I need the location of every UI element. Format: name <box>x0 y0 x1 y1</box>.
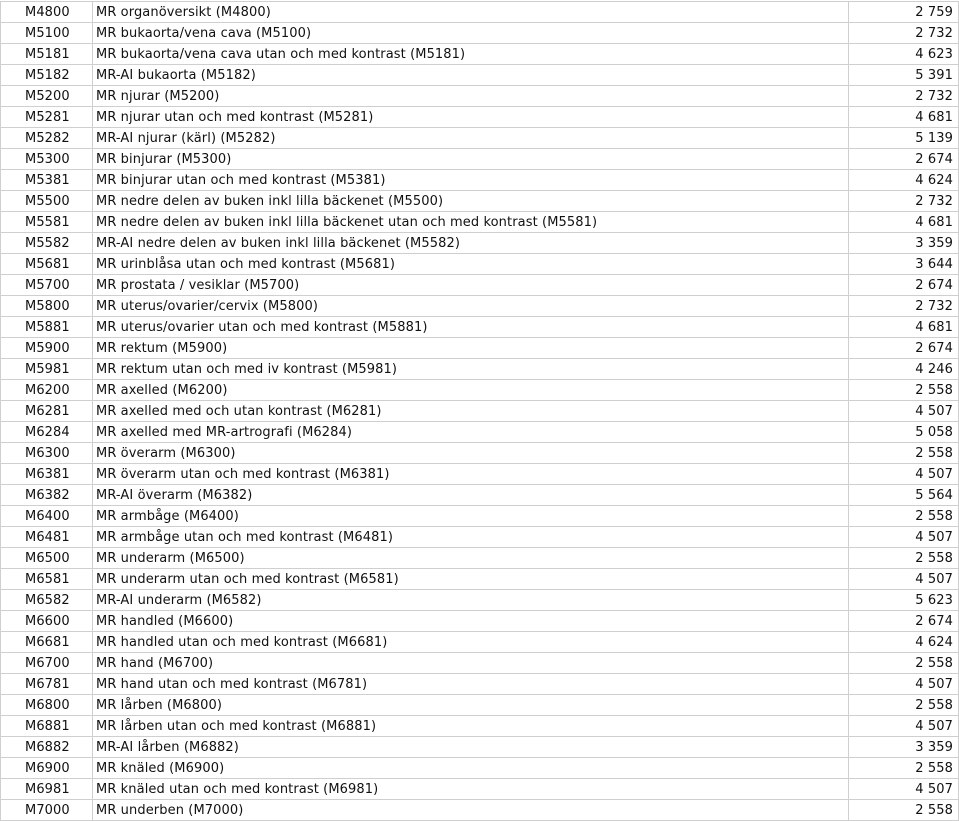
exam-code: M7000 <box>1 800 93 821</box>
exam-price: 5 391 <box>849 65 959 86</box>
exam-description: MR lårben utan och med kontrast (M6881) <box>93 716 849 737</box>
exam-description: MR armbåge utan och med kontrast (M6481) <box>93 527 849 548</box>
exam-description: MR prostata / vesiklar (M5700) <box>93 275 849 296</box>
exam-price: 2 558 <box>849 653 959 674</box>
exam-description: MR underben (M7000) <box>93 800 849 821</box>
exam-description: MR nedre delen av buken inkl lilla bäckenet utan och med kontrast (M5581) <box>93 212 849 233</box>
exam-description: MR-AI bukaorta (M5182) <box>93 65 849 86</box>
exam-code: M5681 <box>1 254 93 275</box>
exam-price: 5 139 <box>849 128 959 149</box>
price-list-body <box>1 2 959 821</box>
table-row <box>1 338 959 359</box>
exam-price: 2 558 <box>849 548 959 569</box>
exam-description: MR knäled utan och med kontrast (M6981) <box>93 779 849 800</box>
exam-code: M5182 <box>1 65 93 86</box>
exam-description: MR hand utan och med kontrast (M6781) <box>93 674 849 695</box>
exam-description: MR-AI överarm (M6382) <box>93 485 849 506</box>
table-row <box>1 317 959 338</box>
exam-price: 2 674 <box>849 275 959 296</box>
table-row <box>1 569 959 590</box>
table-row <box>1 65 959 86</box>
exam-price: 4 681 <box>849 212 959 233</box>
table-row <box>1 590 959 611</box>
exam-price: 4 681 <box>849 317 959 338</box>
exam-code: M5581 <box>1 212 93 233</box>
exam-price: 2 759 <box>849 2 959 23</box>
exam-price: 4 246 <box>849 359 959 380</box>
exam-code: M5981 <box>1 359 93 380</box>
exam-price: 4 507 <box>849 569 959 590</box>
table-row <box>1 44 959 65</box>
exam-code: M6381 <box>1 464 93 485</box>
table-row <box>1 191 959 212</box>
table-row <box>1 611 959 632</box>
exam-price: 2 674 <box>849 149 959 170</box>
exam-code: M5900 <box>1 338 93 359</box>
table-row <box>1 443 959 464</box>
table-row <box>1 149 959 170</box>
exam-price: 4 507 <box>849 716 959 737</box>
exam-price: 2 732 <box>849 296 959 317</box>
table-row <box>1 23 959 44</box>
exam-description: MR bukaorta/vena cava utan och med kontrast (M5181) <box>93 44 849 65</box>
exam-description: MR-AI njurar (kärl) (M5282) <box>93 128 849 149</box>
table-row <box>1 359 959 380</box>
exam-code: M6981 <box>1 779 93 800</box>
exam-price: 2 674 <box>849 611 959 632</box>
exam-code: M5381 <box>1 170 93 191</box>
exam-description: MR njurar utan och med kontrast (M5281) <box>93 107 849 128</box>
exam-description: MR binjurar utan och med kontrast (M5381) <box>93 170 849 191</box>
exam-price: 4 507 <box>849 464 959 485</box>
exam-price: 5 564 <box>849 485 959 506</box>
exam-description: MR rektum utan och med iv kontrast (M5981) <box>93 359 849 380</box>
exam-description: MR armbåge (M6400) <box>93 506 849 527</box>
exam-code: M5100 <box>1 23 93 44</box>
table-row <box>1 779 959 800</box>
exam-code: M6400 <box>1 506 93 527</box>
table-row <box>1 107 959 128</box>
exam-description: MR uterus/ovarier/cervix (M5800) <box>93 296 849 317</box>
exam-price: 3 644 <box>849 254 959 275</box>
table-row <box>1 422 959 443</box>
exam-code: M6281 <box>1 401 93 422</box>
table-row <box>1 275 959 296</box>
exam-price: 4 623 <box>849 44 959 65</box>
exam-description: MR rektum (M5900) <box>93 338 849 359</box>
exam-code: M5800 <box>1 296 93 317</box>
table-row <box>1 401 959 422</box>
exam-description: MR binjurar (M5300) <box>93 149 849 170</box>
exam-code: M5582 <box>1 233 93 254</box>
table-row <box>1 380 959 401</box>
exam-price: 5 623 <box>849 590 959 611</box>
exam-description: MR hand (M6700) <box>93 653 849 674</box>
table-row <box>1 506 959 527</box>
table-row <box>1 758 959 779</box>
exam-code: M6800 <box>1 695 93 716</box>
table-row <box>1 548 959 569</box>
table-row <box>1 464 959 485</box>
exam-code: M5300 <box>1 149 93 170</box>
price-list-table <box>0 1 959 821</box>
table-row <box>1 695 959 716</box>
exam-description: MR underarm utan och med kontrast (M6581) <box>93 569 849 590</box>
exam-description: MR axelled med MR-artrografi (M6284) <box>93 422 849 443</box>
exam-code: M6881 <box>1 716 93 737</box>
exam-price: 3 359 <box>849 737 959 758</box>
table-row <box>1 485 959 506</box>
exam-price: 2 674 <box>849 338 959 359</box>
table-row <box>1 128 959 149</box>
exam-code: M6500 <box>1 548 93 569</box>
exam-price: 3 359 <box>849 233 959 254</box>
exam-price: 4 507 <box>849 674 959 695</box>
exam-description: MR organöversikt (M4800) <box>93 2 849 23</box>
exam-price: 4 507 <box>849 779 959 800</box>
exam-description: MR urinblåsa utan och med kontrast (M5681) <box>93 254 849 275</box>
exam-code: M6900 <box>1 758 93 779</box>
exam-code: M5500 <box>1 191 93 212</box>
exam-code: M5282 <box>1 128 93 149</box>
exam-description: MR axelled med och utan kontrast (M6281) <box>93 401 849 422</box>
exam-price: 4 624 <box>849 632 959 653</box>
exam-code: M6481 <box>1 527 93 548</box>
exam-description: MR handled utan och med kontrast (M6681) <box>93 632 849 653</box>
exam-description: MR lårben (M6800) <box>93 695 849 716</box>
exam-code: M6581 <box>1 569 93 590</box>
table-row <box>1 674 959 695</box>
table-row <box>1 170 959 191</box>
exam-price: 2 732 <box>849 191 959 212</box>
exam-code: M5881 <box>1 317 93 338</box>
exam-description: MR bukaorta/vena cava (M5100) <box>93 23 849 44</box>
exam-description: MR-AI nedre delen av buken inkl lilla bäckenet (M5582) <box>93 233 849 254</box>
exam-price: 2 732 <box>849 23 959 44</box>
exam-description: MR handled (M6600) <box>93 611 849 632</box>
exam-code: M5181 <box>1 44 93 65</box>
exam-price: 5 058 <box>849 422 959 443</box>
exam-price: 4 507 <box>849 401 959 422</box>
exam-price: 2 558 <box>849 695 959 716</box>
exam-code: M6284 <box>1 422 93 443</box>
exam-description: MR överarm utan och med kontrast (M6381) <box>93 464 849 485</box>
table-row <box>1 233 959 254</box>
exam-code: M6600 <box>1 611 93 632</box>
table-row <box>1 716 959 737</box>
table-row <box>1 2 959 23</box>
table-row <box>1 296 959 317</box>
exam-price: 4 681 <box>849 107 959 128</box>
exam-price: 2 558 <box>849 443 959 464</box>
exam-code: M4800 <box>1 2 93 23</box>
exam-description: MR-AI lårben (M6882) <box>93 737 849 758</box>
exam-description: MR njurar (M5200) <box>93 86 849 107</box>
exam-code: M6681 <box>1 632 93 653</box>
exam-price: 2 732 <box>849 86 959 107</box>
exam-code: M6882 <box>1 737 93 758</box>
exam-description: MR överarm (M6300) <box>93 443 849 464</box>
table-row <box>1 653 959 674</box>
table-row <box>1 632 959 653</box>
exam-price: 4 507 <box>849 527 959 548</box>
exam-price: 2 558 <box>849 758 959 779</box>
table-row <box>1 254 959 275</box>
table-row <box>1 527 959 548</box>
exam-description: MR uterus/ovarier utan och med kontrast (M5881) <box>93 317 849 338</box>
table-row <box>1 212 959 233</box>
exam-code: M6300 <box>1 443 93 464</box>
exam-price: 2 558 <box>849 800 959 821</box>
exam-code: M6200 <box>1 380 93 401</box>
table-row <box>1 800 959 821</box>
exam-code: M5700 <box>1 275 93 296</box>
exam-code: M6781 <box>1 674 93 695</box>
exam-code: M6582 <box>1 590 93 611</box>
exam-price: 2 558 <box>849 380 959 401</box>
exam-price: 4 624 <box>849 170 959 191</box>
table-row <box>1 86 959 107</box>
exam-description: MR nedre delen av buken inkl lilla bäckenet (M5500) <box>93 191 849 212</box>
exam-price: 2 558 <box>849 506 959 527</box>
exam-code: M5200 <box>1 86 93 107</box>
exam-code: M6700 <box>1 653 93 674</box>
exam-code: M5281 <box>1 107 93 128</box>
exam-code: M6382 <box>1 485 93 506</box>
table-row <box>1 737 959 758</box>
exam-description: MR-AI underarm (M6582) <box>93 590 849 611</box>
exam-description: MR axelled (M6200) <box>93 380 849 401</box>
exam-description: MR knäled (M6900) <box>93 758 849 779</box>
exam-description: MR underarm (M6500) <box>93 548 849 569</box>
